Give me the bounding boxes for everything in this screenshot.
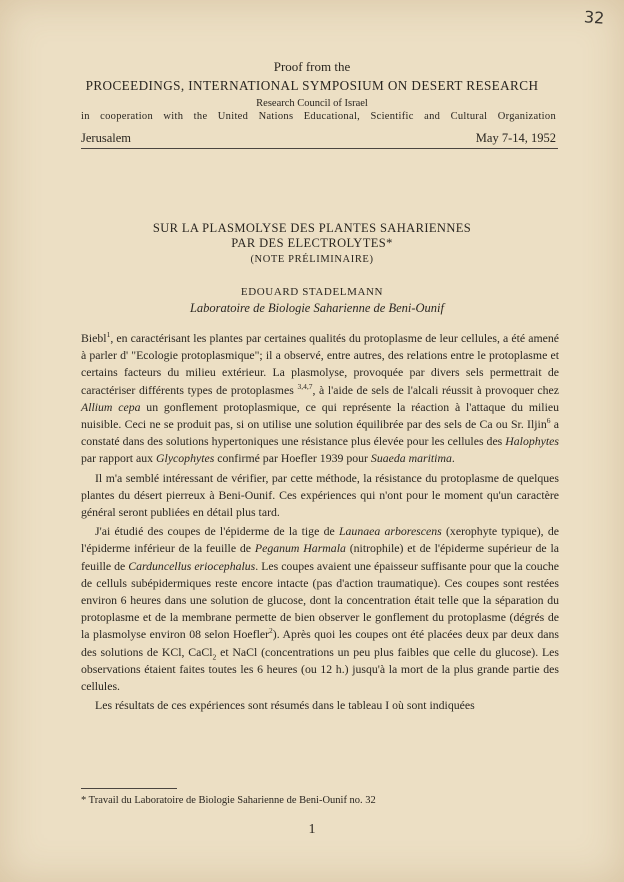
- text-run: , à l'aide de sels de l'alcali réussit à provoquer chez: [312, 382, 560, 397]
- species-name: Suaeda maritima: [370, 451, 452, 466]
- species-name: Carduncellus eriocephalus: [128, 558, 256, 573]
- footnote: * Travail du Laboratoire de Biologie Saharienne de Beni-Ounif no. 32: [81, 795, 376, 806]
- reference-sup: 1: [106, 330, 111, 340]
- reference-sup: 6: [546, 416, 551, 426]
- date: May 7-14, 1952: [475, 131, 556, 145]
- species-name: Glycophytes: [156, 451, 215, 466]
- paragraph-4: Les résultats de ces expériences sont résumés dans le tableau I où sont indiquées: [95, 698, 475, 713]
- text-run: par rapport aux: [81, 451, 157, 466]
- author-name: EDOUARD STADELMANN: [240, 286, 384, 298]
- text-run: . Les coupes avaient une épaisseur suffisante pour que la couche de celluls subépidermiques reste encore intacte (pas d'action traumatique). Ces coupes sont restées environ 6 heures dans une solution de glucose, dont la concentration était telle que la séparation du protoplasme et de la membrane permette de bien observer le gonflement du protoplasme (dégrés de la plasmolyse environ 08 selon Hoefler: [81, 558, 559, 642]
- text-run: (xerophyte typique), de l'épiderme inférieur de la feuille de: [81, 524, 560, 556]
- text-run: ). Après quoi les coupes ont été placées deux par deux dans des solutions de KCl, CaCl: [81, 627, 559, 659]
- paragraph-2: Il m'a semblé intéressant de vérifier, par cette méthode, la résistance du protoplasme de quelques plantes du désert pierreux à Beni-Ounif. Ces expériences qui n'ont pour le moment qu'un caractère général seront publiées en détail plus tard.: [81, 470, 559, 520]
- species-name: Allium cepa: [81, 399, 141, 414]
- paragraph-1: [81, 330, 559, 468]
- species-name: Launaea arborescens: [338, 524, 442, 539]
- chemical-subscript: 2: [212, 652, 217, 662]
- species-name: Halophytes: [505, 434, 559, 449]
- text-run: a constaté dans des solutions hypertoniques une résistance plus élevée pour les cellules des: [81, 417, 560, 449]
- article-note: (NOTE PRÉLIMINAIRE): [250, 254, 374, 265]
- council-line: Research Council of Israel: [256, 98, 368, 109]
- text-run: confirmé par Hoefler 1939 pour: [214, 451, 371, 466]
- cooperation-line: in cooperation with the United Nations Educational, Scientific and Cultural Organization: [81, 111, 556, 122]
- text-run: J'ai étudié des coupes de l'épiderme de la tige de: [95, 524, 339, 539]
- reference-sup: 2: [269, 626, 273, 636]
- author-affiliation: Laboratoire de Biologie Saharienne de Beni-Ounif: [189, 301, 444, 315]
- dateline: [81, 131, 556, 146]
- city: Jerusalem: [81, 131, 131, 145]
- article-title-line2: PAR DES ELECTROLYTES*: [231, 236, 393, 250]
- text-run: et NaCl (concentrations un peu plus faibles que celle du glucose). Les observations étaient faites toutes les 6 heures (ou 12 h.) jusqu'à la mort de la plus grande partie des cellules.: [81, 644, 559, 694]
- handwritten-page-stamp: 32: [583, 7, 605, 28]
- page-number: 1: [308, 822, 316, 837]
- proceedings-title: PROCEEDINGS, INTERNATIONAL SYMPOSIUM ON DESERT RESEARCH: [85, 78, 539, 93]
- header-rule: [81, 148, 558, 149]
- text-run: (nitrophile) et de l'épiderme supérieur de la feuille de: [81, 541, 559, 573]
- proof-line: Proof from the: [273, 59, 351, 74]
- article-body: [81, 330, 559, 716]
- text-run: , en caractérisant les plantes par certaines qualités du protoplasme de leur cellules, a été amené à parler d' "Ecologie protoplasmique"; il a observé, entre autres, des relations entre le protoplasme et certains facteurs du milieu extérieur. La plasmolyse, provoquée par divers sels permettrait de caractériser différents types de protoplasmes: [81, 331, 559, 397]
- text-run: Biebl: [81, 331, 107, 345]
- footnote-rule: [81, 788, 177, 789]
- paragraph-3: [81, 523, 559, 695]
- text-run: un gonflement protoplasmique, ce qui représente la réaction à l'attaque du milieu nuisible. Ceci ne se produit pas, si on utilise une solution équilibrée par des sels de Ca ou Sr. Iljin: [81, 399, 559, 432]
- reference-sup: 3,4,7: [297, 381, 313, 391]
- text-run: .: [451, 451, 455, 466]
- article-title-line1: SUR LA PLASMOLYSE DES PLANTES SAHARIENNES: [152, 221, 472, 235]
- species-name: Peganum Harmala: [254, 541, 346, 556]
